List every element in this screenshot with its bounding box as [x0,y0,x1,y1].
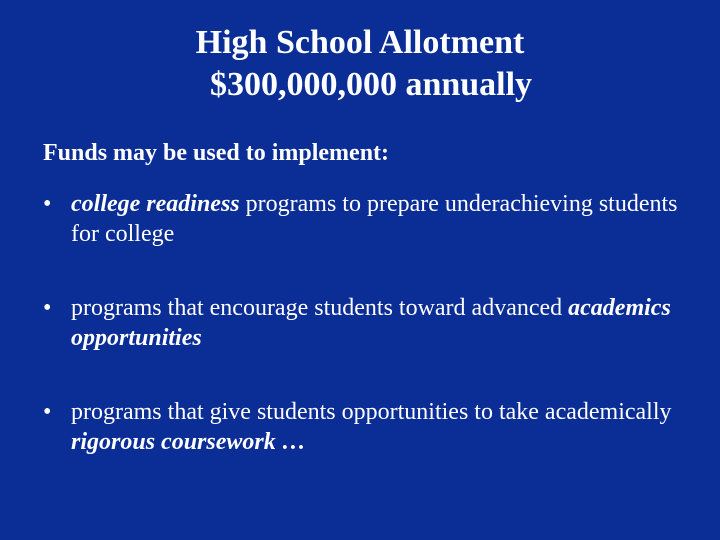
bullet-text: programs to prepare underachieving students for college [71,191,678,247]
bullet-marker: • [43,399,52,425]
bullet-emphasis: academics opportunities [71,295,671,351]
bullet-text: programs that give students opportunities to take academically [71,399,672,425]
bullet-text: programs that encourage students toward advanced [71,295,569,321]
title-line-1: High School Allotment [195,24,525,61]
bullet-marker: • [43,191,52,217]
bullet-list [43,189,693,457]
bullet-marker: • [43,295,52,321]
bullet-item-rigorous-coursework [43,397,693,457]
bullet-emphasis: college readiness [71,191,240,217]
subheading: Funds may be used to implement: [43,140,390,166]
bullet-emphasis: rigorous coursework … [71,429,306,455]
bullet-item-advanced-academics [43,293,693,353]
title-line-2: $300,000,000 annually [209,66,533,103]
slide-title [0,22,720,106]
bullet-item-college-readiness [43,189,693,249]
